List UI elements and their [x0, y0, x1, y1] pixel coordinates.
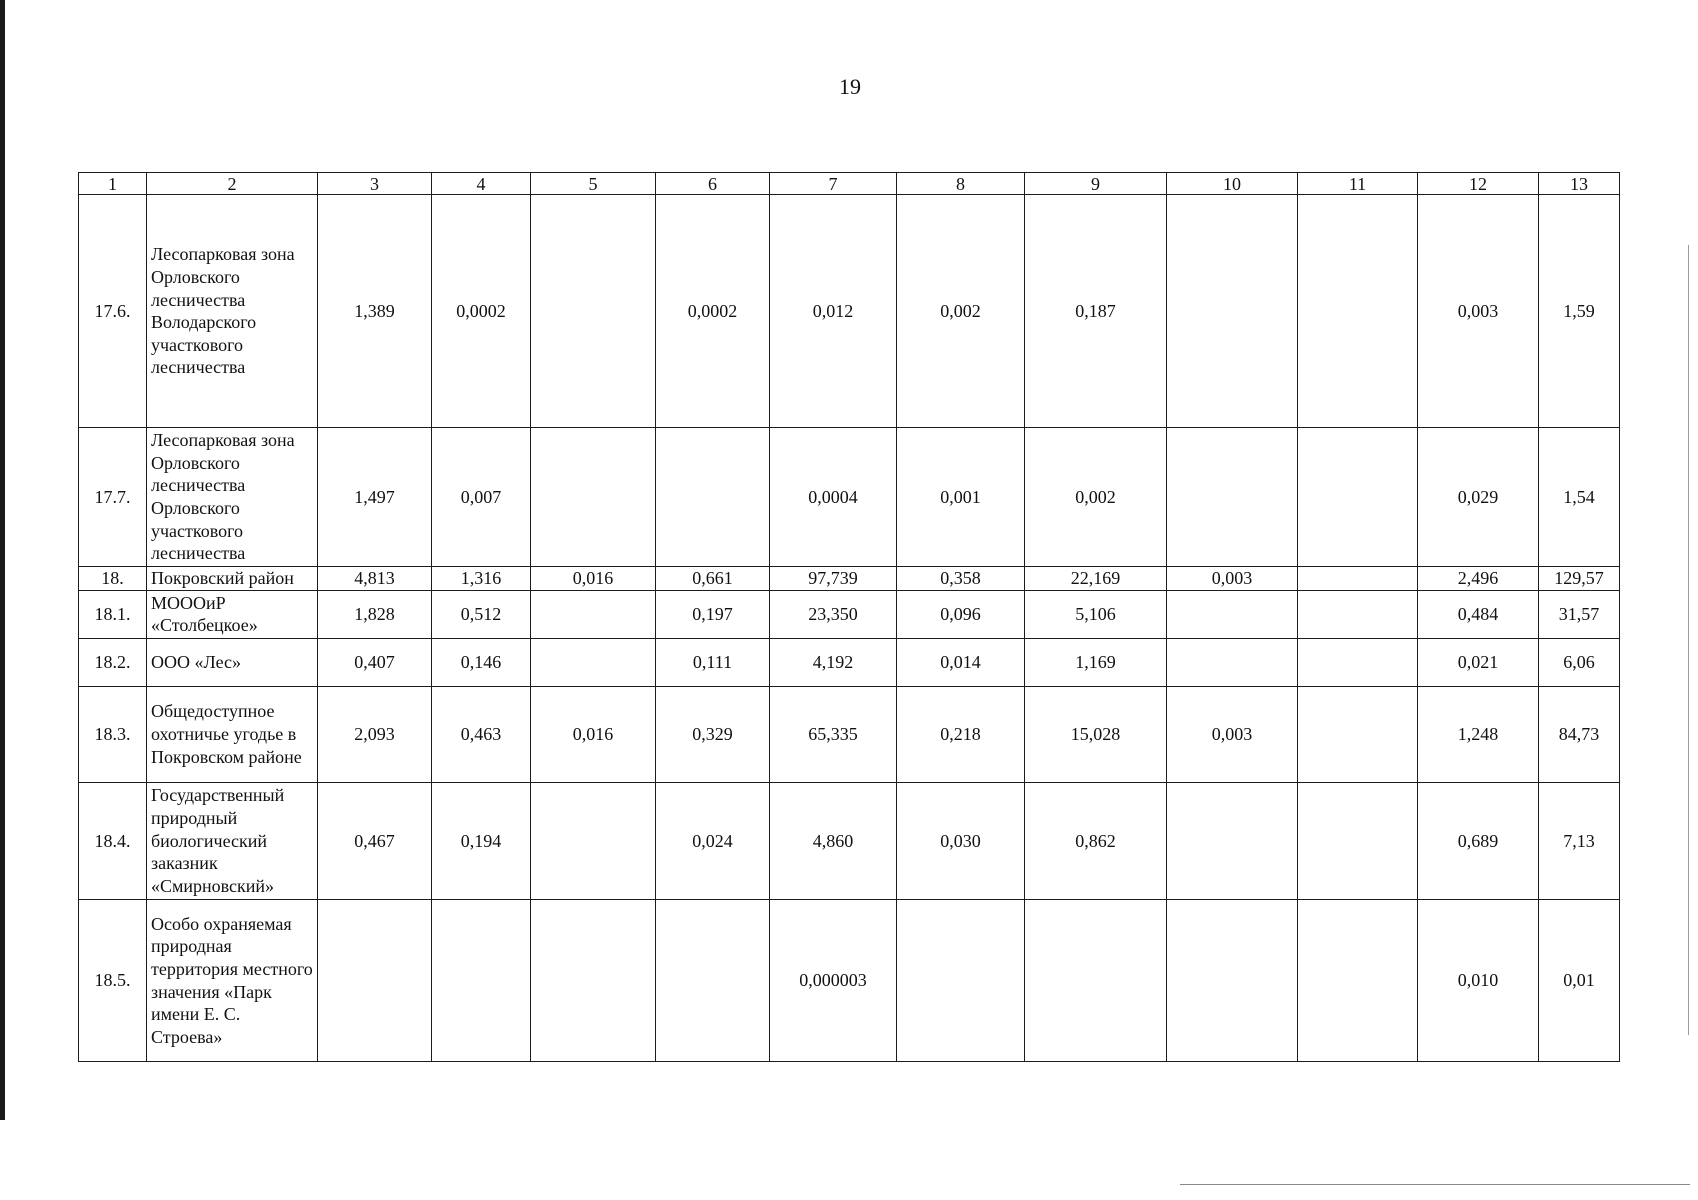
- table-row: [79, 566, 1620, 590]
- scan-right-edge: [1688, 245, 1689, 1035]
- row-number-cell: 17.6.: [79, 195, 147, 428]
- territory-name-cell: Лесопарковая зона Орловского лесничества Орловского участкового лесничества: [147, 428, 318, 567]
- value-cell: 0,024: [656, 782, 770, 900]
- value-cell: [1298, 195, 1418, 428]
- value-cell: 0,014: [897, 638, 1025, 686]
- value-cell: [531, 782, 656, 900]
- table-row: [79, 638, 1620, 686]
- value-cell: 0,002: [897, 195, 1025, 428]
- value-cell: 0,007: [432, 428, 531, 567]
- header-cell: 2: [147, 173, 318, 195]
- row-number-cell: 18.: [79, 566, 147, 590]
- page-number: 19: [839, 74, 861, 99]
- header-cell: 5: [531, 173, 656, 195]
- value-cell: [531, 195, 656, 428]
- value-cell: 0,030: [897, 782, 1025, 900]
- value-cell: [656, 428, 770, 567]
- value-cell: [1167, 900, 1298, 1062]
- value-cell: 15,028: [1025, 687, 1167, 782]
- territory-name-cell: Покровский район: [147, 566, 318, 590]
- value-cell: 23,350: [770, 590, 897, 638]
- value-cell: 0,096: [897, 590, 1025, 638]
- header-cell: 12: [1418, 173, 1539, 195]
- value-cell: 0,016: [531, 566, 656, 590]
- value-cell: [1298, 638, 1418, 686]
- value-cell: 0,194: [432, 782, 531, 900]
- value-cell: 0,0002: [432, 195, 531, 428]
- value-cell: 1,169: [1025, 638, 1167, 686]
- value-cell: [1298, 566, 1418, 590]
- header-cell: 11: [1298, 173, 1418, 195]
- value-cell: 6,06: [1539, 638, 1620, 686]
- value-cell: 84,73: [1539, 687, 1620, 782]
- value-cell: 1,54: [1539, 428, 1620, 567]
- value-cell: [1167, 195, 1298, 428]
- value-cell: 0,0004: [770, 428, 897, 567]
- territory-name-cell: Лесопарковая зона Орловского лесничества Володарского участкового лесничества: [147, 195, 318, 428]
- value-cell: 0,002: [1025, 428, 1167, 567]
- value-cell: 0,010: [1418, 900, 1539, 1062]
- value-cell: 7,13: [1539, 782, 1620, 900]
- value-cell: 4,860: [770, 782, 897, 900]
- value-cell: 1,248: [1418, 687, 1539, 782]
- header-cell: 13: [1539, 173, 1620, 195]
- data-table: [78, 172, 1620, 1062]
- value-cell: 0,003: [1167, 566, 1298, 590]
- value-cell: 4,192: [770, 638, 897, 686]
- value-cell: 0,029: [1418, 428, 1539, 567]
- territory-name-cell: Общедоступное охотничье угодье в Покровском районе: [147, 687, 318, 782]
- value-cell: [1167, 590, 1298, 638]
- value-cell: 5,106: [1025, 590, 1167, 638]
- value-cell: 0,661: [656, 566, 770, 590]
- row-number-cell: 18.3.: [79, 687, 147, 782]
- value-cell: 0,001: [897, 428, 1025, 567]
- value-cell: [531, 428, 656, 567]
- value-cell: 97,739: [770, 566, 897, 590]
- header-cell: 10: [1167, 173, 1298, 195]
- value-cell: 2,496: [1418, 566, 1539, 590]
- value-cell: 0,689: [1418, 782, 1539, 900]
- value-cell: 0,862: [1025, 782, 1167, 900]
- value-cell: [1298, 590, 1418, 638]
- header-cell: 7: [770, 173, 897, 195]
- value-cell: [1025, 900, 1167, 1062]
- value-cell: [531, 900, 656, 1062]
- value-cell: 0,016: [531, 687, 656, 782]
- value-cell: [1298, 428, 1418, 567]
- value-cell: 0,463: [432, 687, 531, 782]
- value-cell: 0,197: [656, 590, 770, 638]
- value-cell: 0,146: [432, 638, 531, 686]
- header-cell: 9: [1025, 173, 1167, 195]
- value-cell: 0,000003: [770, 900, 897, 1062]
- value-cell: [1298, 782, 1418, 900]
- table-row: [79, 195, 1620, 428]
- scan-left-edge: [0, 0, 5, 1120]
- value-cell: [531, 590, 656, 638]
- row-number-cell: 17.7.: [79, 428, 147, 567]
- value-cell: 2,093: [318, 687, 432, 782]
- table-body: [79, 173, 1620, 1062]
- value-cell: 0,512: [432, 590, 531, 638]
- value-cell: 0,012: [770, 195, 897, 428]
- value-cell: 0,01: [1539, 900, 1620, 1062]
- row-number-cell: 18.5.: [79, 900, 147, 1062]
- table-row: [79, 590, 1620, 638]
- territory-name-cell: ООО «Лес»: [147, 638, 318, 686]
- value-cell: 1,497: [318, 428, 432, 567]
- value-cell: 0,218: [897, 687, 1025, 782]
- value-cell: [432, 900, 531, 1062]
- header-cell: 8: [897, 173, 1025, 195]
- row-number-cell: 18.2.: [79, 638, 147, 686]
- value-cell: 129,57: [1539, 566, 1620, 590]
- table-row: [79, 428, 1620, 567]
- value-cell: 0,003: [1167, 687, 1298, 782]
- value-cell: [1167, 428, 1298, 567]
- row-number-cell: 18.4.: [79, 782, 147, 900]
- value-cell: [1298, 900, 1418, 1062]
- value-cell: 1,59: [1539, 195, 1620, 428]
- value-cell: 0,0002: [656, 195, 770, 428]
- value-cell: 1,316: [432, 566, 531, 590]
- table-row: [79, 900, 1620, 1062]
- header-cell: 6: [656, 173, 770, 195]
- header-cell: 3: [318, 173, 432, 195]
- territory-name-cell: Особо охраняемая природная территория местного значения «Парк имени Е. С. Строева»: [147, 900, 318, 1062]
- value-cell: 1,389: [318, 195, 432, 428]
- table-row: [79, 782, 1620, 900]
- value-cell: 0,484: [1418, 590, 1539, 638]
- table-row: [79, 687, 1620, 782]
- value-cell: 0,111: [656, 638, 770, 686]
- value-cell: 65,335: [770, 687, 897, 782]
- value-cell: [318, 900, 432, 1062]
- value-cell: 22,169: [1025, 566, 1167, 590]
- value-cell: 0,467: [318, 782, 432, 900]
- value-cell: [897, 900, 1025, 1062]
- territory-name-cell: Государственный природный биологический заказник «Смирновский»: [147, 782, 318, 900]
- value-cell: 4,813: [318, 566, 432, 590]
- value-cell: 0,358: [897, 566, 1025, 590]
- value-cell: 1,828: [318, 590, 432, 638]
- value-cell: [1167, 782, 1298, 900]
- territory-name-cell: МОООиР «Столбецкое»: [147, 590, 318, 638]
- value-cell: [1298, 687, 1418, 782]
- value-cell: 0,407: [318, 638, 432, 686]
- header-cell: 1: [79, 173, 147, 195]
- scan-bottom-edge: [1180, 1184, 1690, 1185]
- value-cell: [531, 638, 656, 686]
- value-cell: [1167, 638, 1298, 686]
- value-cell: 0,187: [1025, 195, 1167, 428]
- value-cell: 0,329: [656, 687, 770, 782]
- value-cell: 0,003: [1418, 195, 1539, 428]
- header-row: [79, 173, 1620, 195]
- value-cell: 0,021: [1418, 638, 1539, 686]
- value-cell: 31,57: [1539, 590, 1620, 638]
- header-cell: 4: [432, 173, 531, 195]
- value-cell: [656, 900, 770, 1062]
- row-number-cell: 18.1.: [79, 590, 147, 638]
